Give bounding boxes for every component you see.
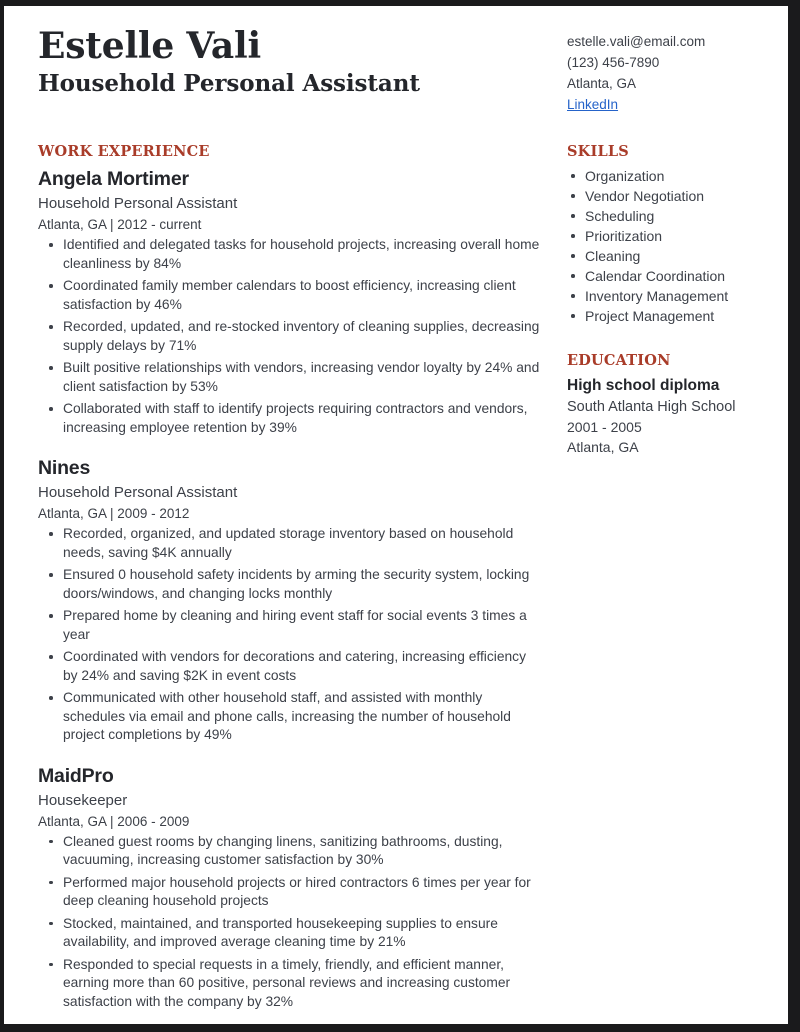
list-item: Performed major household projects or hired contractors 6 times per year for deep cleaning household projects (38, 874, 543, 911)
list-item: Organization (567, 166, 758, 186)
job-company: MaidPro (38, 764, 114, 787)
resume-header-row (38, 24, 758, 115)
list-item: Project Management (567, 306, 758, 326)
job-title: Household Personal Assistant (38, 484, 238, 501)
contact-phone[interactable]: (123) 456-7890 (567, 55, 660, 70)
list-item: Vendor Negotiation (567, 186, 758, 206)
list-item: Prepared home by cleaning and hiring event staff for social events 3 times a year (38, 607, 543, 644)
job-title: Housekeeper (38, 791, 128, 809)
job-bullet-list (38, 525, 543, 745)
education-dates: 2001 - 2005 (567, 419, 642, 435)
job-location-dates: Atlanta, GA | 2012 - current (38, 217, 202, 232)
skills-section (567, 143, 758, 326)
resume-body-row (38, 115, 758, 1015)
list-item: Ensured 0 household safety incidents by arming the security system, locking doors/windows, and changing locks monthly (38, 566, 543, 603)
list-item: Calendar Coordination (567, 266, 758, 286)
list-item: Recorded, organized, and updated storage inventory based on household needs, saving $4K annually (38, 525, 543, 562)
professional-headline: Household Personal Assistant (38, 70, 420, 97)
list-item: Cleaning (567, 246, 758, 266)
identity-block (38, 24, 543, 99)
sidebar (543, 115, 758, 457)
education-school: South Atlanta High School (567, 399, 736, 415)
job-entry (38, 166, 543, 437)
job-bullet-list (38, 236, 543, 437)
list-item: Responded to special requests in a timely, friendly, and efficient manner, earning more than 60 positive, personal reviews and increasing customer satisfaction with the company by 32% (38, 956, 543, 1012)
section-heading-work-experience: WORK EXPERIENCE (38, 143, 210, 160)
section-heading-skills: SKILLS (567, 143, 629, 160)
contact-block (543, 24, 758, 115)
list-item: Inventory Management (567, 286, 758, 306)
list-item: Coordinated with vendors for decorations and catering, increasing efficiency by 24% and saving $2K in event costs (38, 648, 543, 685)
list-item: Prioritization (567, 226, 758, 246)
resume-sheet (38, 24, 758, 1009)
skills-list (567, 166, 758, 326)
list-item: Recorded, updated, and re-stocked inventory of cleaning supplies, decreasing supply delays by 71% (38, 318, 543, 355)
education-section (567, 352, 758, 457)
list-item: Scheduling (567, 206, 758, 226)
list-item: Cleaned guest rooms by changing linens, sanitizing bathrooms, dusting, vacuuming, increasing customer satisfaction by 30% (38, 833, 543, 870)
job-title: Household Personal Assistant (38, 195, 238, 212)
job-company: Nines (38, 457, 91, 479)
list-item: Collaborated with staff to identify projects requiring contractors and vendors, increasing employee retention by 39% (38, 400, 543, 437)
education-location: Atlanta, GA (567, 439, 639, 455)
section-heading-education: EDUCATION (567, 352, 671, 369)
job-location-dates: Atlanta, GA | 2006 - 2009 (38, 813, 190, 829)
list-item: Identified and delegated tasks for household projects, increasing overall home cleanliness by 84% (38, 236, 543, 273)
education-degree: High school diploma (567, 377, 720, 394)
contact-location: Atlanta, GA (567, 76, 637, 91)
job-bullet-list (38, 833, 543, 1012)
list-item: Coordinated family member calendars to boost efficiency, increasing client satisfaction by 46% (38, 277, 543, 314)
job-entry (38, 763, 543, 1012)
job-location-dates: Atlanta, GA | 2009 - 2012 (38, 506, 190, 521)
work-experience-section (38, 143, 543, 1015)
job-entry (38, 455, 543, 745)
contact-email[interactable]: estelle.vali@email.com (567, 34, 706, 49)
list-item: Stocked, maintained, and transported housekeeping supplies to ensure availability, and improved average cleaning time by 21% (38, 915, 543, 952)
linkedin-link[interactable]: LinkedIn (567, 97, 619, 112)
list-item: Built positive relationships with vendors, increasing vendor loyalty by 24% and client satisfaction by 53% (38, 359, 543, 396)
page-title: Estelle Vali (38, 25, 261, 67)
list-item: Communicated with other household staff, and assisted with monthly schedules via email and phone calls, increasing the number of household project completions by 49% (38, 689, 543, 745)
job-company: Angela Mortimer (38, 168, 189, 190)
resume-page (4, 6, 788, 1024)
